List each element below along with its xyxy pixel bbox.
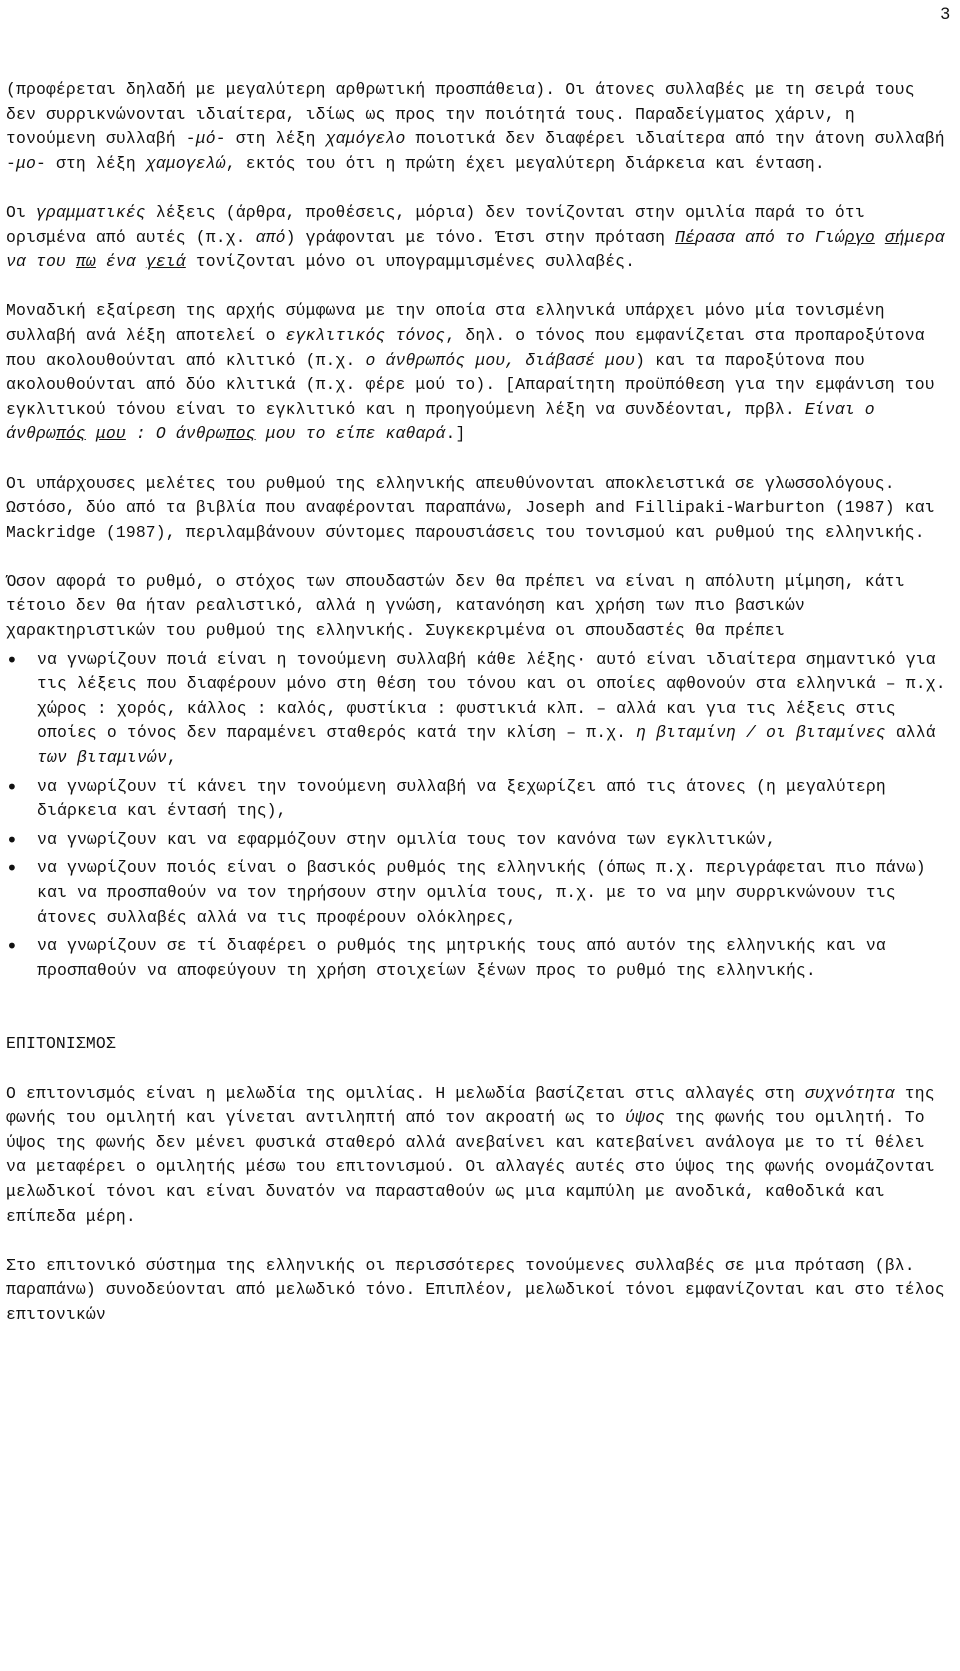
text-run: ποιοτικά δεν διαφέρει ιδιαίτερα από την άτονη συλλαβή - — [6, 129, 945, 173]
text-run: μο — [16, 153, 36, 173]
text-run: ύψος — [625, 1108, 666, 1128]
paragraph — [6, 299, 951, 447]
text-run — [86, 424, 96, 443]
text-run: ο άνθρωπός μου, διάβασέ μου — [365, 350, 636, 370]
text-run: μου — [95, 424, 126, 444]
text-run: - στη λέξη — [215, 129, 326, 149]
text-run: Οι — [6, 202, 36, 222]
text-run: εγκλιτικός τόνος — [285, 325, 446, 345]
text-run: Στο επιτονικό σύστημα της ελληνικής οι περισσότερες τονούμενες συλλαβές σε μια πρόταση (βλ. παραπάνω) συνοδεύονται από μελωδικό τόνο. Επιπλέον, μελωδικοί τόνοι εμφανίζονται και στο τέλος επιτονικών — [6, 1255, 945, 1324]
text-run: .] — [445, 424, 466, 444]
text-run: της φωνής του ομιλητή. Το ύψος της φωνής δεν μένει φυσικά σταθερό αλλά ανεβαίνει και κατεβαίνει ανάλογα με το τί θέλει να μεταφέρει ο ομιλητής μέσω του επιτονισμού. Οι αλλαγές αυτές στο ύψος της φωνής ονομάζονται μελωδικοί τόνοι και είναι δυνατόν να παρασταθούν ως μια καμπύλη με ανοδικά, καθοδικά και επίπεδα μέρη. — [6, 1108, 935, 1226]
text-run: πω — [75, 252, 96, 272]
text-run: , — [166, 748, 177, 768]
text-run: η βιταμίνη / οι βιταμίνες — [636, 723, 886, 743]
text-run: να γνωρίζουν σε τί διαφέρει ο ρυθμός της μητρικής τους από αυτόν της ελληνικής και να προσπαθούν να αποφεύγουν τη χρήση στοιχείων ξένων προς το ρυθμό της ελληνικής. — [37, 936, 886, 980]
text-run: - στη λέξη — [35, 153, 146, 173]
text-run: Είναι ο άνθρω — [6, 399, 875, 444]
text-run: τονίζονται μόνο οι υπογραμμισμένες συλλαβές. — [185, 252, 636, 272]
paragraph — [6, 201, 951, 275]
list-item — [6, 934, 951, 983]
text-run: ) και τα παροξύτονα που ακολουθούνται από δύο κλιτικά (π.χ. φέρε μού το). [Απαραίτητη προϋπόθεση για την εμφάνιση του εγκλιτικού τόνου είναι το εγκλιτικό και η προηγούμενη λέξη να συνδέονται, πρβλ. — [6, 350, 935, 419]
text-run: να γνωρίζουν ποιός είναι ο βασικός ρυθμός της ελληνικής (όπως π.χ. περιγράφεται πιο πάνω) και να προσπαθούν να τον τηρήσουν στην ομιλία τους, π.χ. με το να μην συρρικνώνουν τις άτονες συλλαβές αλλά να τις προφέρουν ολόκληρες, — [37, 858, 926, 927]
text-run — [875, 228, 885, 247]
text-run: Ο επιτονισμός είναι η μελωδία της ομιλίας. Η μελωδία βασίζεται στις αλλαγές στη — [6, 1083, 805, 1103]
section-heading: ΕΠΙΤΟΝΙΣΜΟΣ — [6, 1034, 116, 1054]
bullet-list — [6, 648, 951, 984]
text-run: μό — [195, 129, 216, 149]
text-run: λέξεις (άρθρα, προθέσεις, μόρια) δεν τονίζονται στην ομιλία παρά το ότι ορισμένα από αυτές (π.χ. — [6, 202, 865, 247]
text-run: Όσον αφορά το ρυθμό, ο στόχος των σπουδαστών δεν θα πρέπει να είναι η απόλυτη μίμηση, κάτι τέτοιο δεν θα ήταν ρεαλιστικό, αλλά η γνώση, κατανόηση και χρήση των πιο βασικών χαρακτηριστικών του ρυθμού της ελληνικής. Συγκεκριμένα οι σπουδαστές θα πρέπει — [6, 571, 905, 641]
paragraph — [6, 1082, 951, 1230]
text-run: των βιταμινών — [37, 748, 167, 768]
text-run: : Ο άνθρω — [125, 424, 226, 444]
text-run: Οι υπάρχουσες μελέτες του ρυθμού της ελληνικής απευθύνονται αποκλειστικά σε γλωσσολόγους. Ωστόσο, δύο από τα βιβλία που αναφέρονται παραπάνω, Joseph and Fillipaki-Warburton (1987) και Mackridge (1987), περιλαμβάνουν σύντομες παρουσιάσεις του τονισμού και ρυθμού της ελληνικής. — [6, 473, 935, 542]
list-item — [6, 775, 951, 824]
text-run: , εκτός του ότι η πρώτη έχει μεγαλύτερη διάρκεια και ένταση. — [225, 153, 825, 173]
list-item — [6, 856, 951, 930]
document-body — [6, 78, 951, 1352]
text-run: ) γράφονται με τόνο. Έτσι στην πρόταση — [285, 227, 676, 247]
text-run: μερα να του — [6, 227, 945, 272]
text-run: αλλά — [885, 723, 936, 743]
text-run: πος — [225, 424, 256, 444]
page-number: 3 — [940, 4, 950, 23]
list-item — [6, 828, 951, 853]
text-run: Μοναδική εξαίρεση της αρχής σύμφωνα με την οποία στα ελληνικά υπάρχει μόνο μία τονισμένη συλλαβή ανά λέξη αποτελεί ο — [6, 301, 885, 345]
text-run: να γνωρίζουν και να εφαρμόζουν στην ομιλία τους τον κανόνα των εγκλιτικών, — [37, 829, 776, 849]
text-run: σή — [884, 227, 905, 247]
text-run: μου το είπε καθαρά — [255, 424, 446, 444]
paragraph — [6, 78, 951, 176]
text-run: χαμόγελο — [325, 129, 406, 149]
text-run: γραμματικές — [35, 202, 146, 222]
text-run: πός — [55, 424, 86, 444]
text-run: να γνωρίζουν ποιά είναι η τονούμενη συλλαβή κάθε λέξης· αυτό είναι ιδιαίτερα σημαντικό για τις λέξεις που διαφέρουν μόνο στη θέση του τόνου και οι οποίες αφθονούν στα ελληνικά – π.χ. χώρος : χορός, κάλλος : καλός, φυστίκια : φυστικιά κλπ. – αλλά και για τις λέξεις στις οποίες ο τόνος δεν παραμένει σταθερός κατά την κλίση – π.χ. — [37, 649, 946, 743]
paragraph — [6, 570, 951, 644]
text-run: να γνωρίζουν τί κάνει την τονούμενη συλλαβή να ξεχωρίζει από τις άτονες (η μεγαλύτερη διάρκεια και έντασή της), — [37, 776, 886, 821]
paragraph — [6, 472, 951, 546]
list-item — [6, 648, 951, 771]
text-run: Πέ — [675, 227, 696, 247]
text-run: της φωνής του ομιλητή και γίνεται αντιληπτή από τον ακροατή ως το — [6, 1083, 935, 1128]
text-run: ρασα από το Γιώ — [695, 227, 845, 247]
paragraph — [6, 1254, 951, 1328]
text-run: χαμογελώ — [145, 153, 226, 173]
text-run: (προφέρεται δηλαδή με μεγαλύτερη αρθρωτική προσπάθεια). Οι άτονες συλλαβές με τη σειρά τους δεν συρρικνώνονται ιδιαίτερα, ιδίως ως προς την ποιότητά τους. Παραδείγματος χάριν, η τονούμενη συλλαβή - — [6, 80, 915, 149]
text-run: ένα — [95, 252, 146, 272]
text-run: γειά — [145, 252, 186, 272]
text-run: ργο — [844, 227, 875, 247]
text-run: από — [255, 227, 286, 247]
text-run: συχνότητα — [804, 1083, 895, 1103]
text-run: , δηλ. ο τόνος που εμφανίζεται στα προπαροξύτονα που ακολουθούνται από κλιτικό (π.χ. — [6, 325, 925, 370]
